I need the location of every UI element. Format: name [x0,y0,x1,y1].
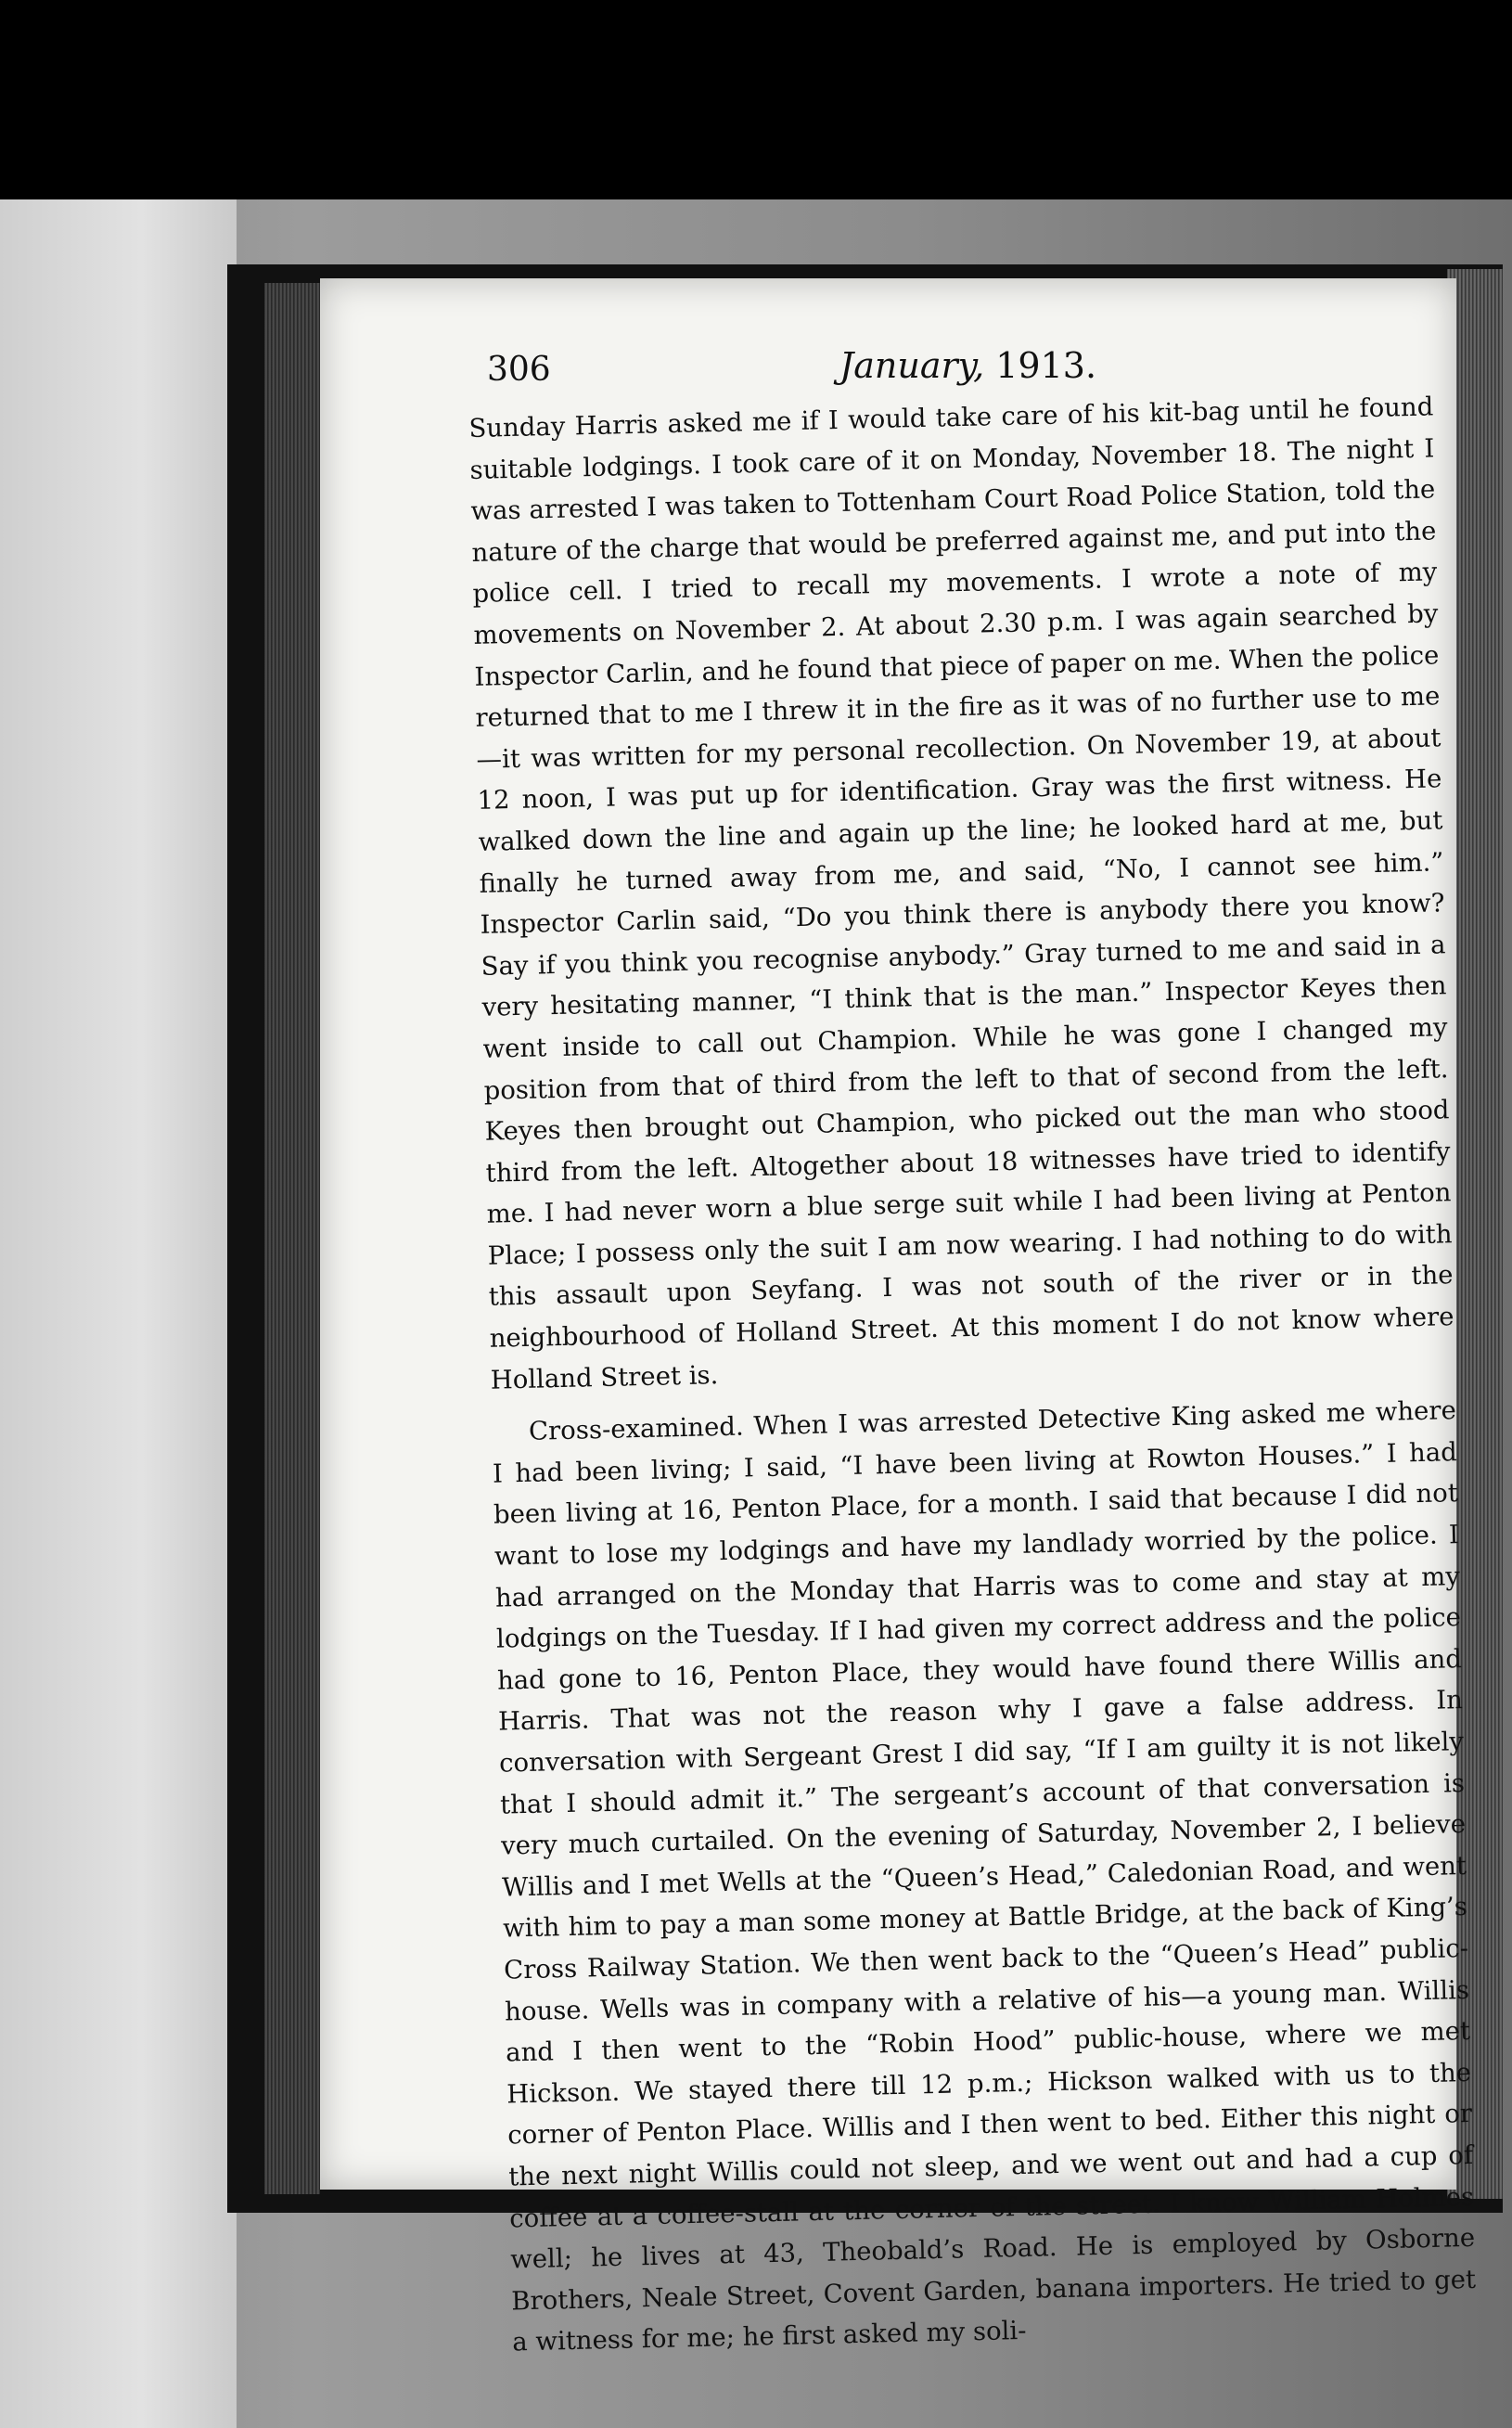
paragraph-testimony: Sunday Harris asked me if I would take care of his kit-bag until he found suitable lodgings. I took care of it on Monday, November 18. The night I was arrested I was taken to Tottenham Court Road Police Station, told the nature of the charge that would be preferred against me, and put into the police cell. I tried to recall my movements. I wrote a note of my movements on November 2. At about 2.30 p.m. I was again searched by Inspector Carlin, and he found that piece of paper on me. When the police returned that to me I threw it in the fire as it was of no further use to me—it was written for my personal recollection. On November 19, at about 12 noon, I was put up for identification. Gray was the first witness. He walked down the line and again up the line; he looked hard at me, but finally he turned away from me, and said, “No, I cannot see him.” Inspector Carlin said, “Do you think there is anybody there you know? Say if you think you recognise anybody.” Gray turned to me and said in a very hesitating manner, “I think that is the man.” Inspector Keyes then went inside to call out Champion. While he was gone I changed my position from that of third from the left to that of second from the left. Keyes then brought out Champion, who picked out the man who stood third from the left. Altogether about 18 witnesses have tried to identify me. I had never worn a blue serge suit while I had been living at Penton Place; I possess only the suit I am now wearing. I had nothing to do with this assault upon Seyfang. I was not south of the river or in the neighbourhood of Holland Street. At this moment I do not know where Holland Street is. [468,392,1454,1395]
book-page [320,278,1477,2357]
page-number: 306 [487,351,551,389]
running-title [839,345,1096,386]
body-text [468,386,1478,2363]
running-title-year: 1913. [995,345,1097,386]
scanner-top-band [0,0,1512,199]
paragraph-cross-examined: Cross-examined. When I was arrested Detective King asked me where I had been living; I said, “I have been living at Rowton Houses.” I had been living at 16, Penton Place, for a month. I said that because I did not want to lose my lodgings and have my landlady worried by the police. I had arranged on the Monday that Harris was to come and stay at my lodgings on the Tuesday. If I had given my correct address and the police had gone to 16, Penton Place, they would have found there Willis and Harris. That was not the reason why I gave a false address. In conversation with Sergeant Grest I did say, “If I am guilty it is not likely that I should admit it.” The sergeant’s account of that conversation is very much curtailed. On the evening of Saturday, November 2, I believe Willis and I met Wells at the “Queen’s Head,” Caledonian Road, and went with him to pay a man some money at Battle Bridge, at the back of King’s Cross Railway Station. We then went back to the “Queen’s Head” public-house. Wells was in company with a relative of his—a young man. Willis and I then went to the “Robin Hood” public-house, where we met Hickson. We stayed there till 12 p.m.; Hickson walked with us to the corner of Penton Place. Willis and I then went to bed. Either this night or the next night Willis could not sleep, and we went out and had a cup of coffee at a coffee-stall at the corner of the street. I know William Holmes well; he lives at 43, Theobald’s Road. He is employed by Osborne Brothers, Neale Street, Covent Garden, banana importers. He tried to get a witness for me; he first asked my soli- [492,1395,1477,2357]
page-edges-left [264,283,320,2194]
left-facing-page [0,199,237,2428]
running-title-month: January, [839,345,985,386]
